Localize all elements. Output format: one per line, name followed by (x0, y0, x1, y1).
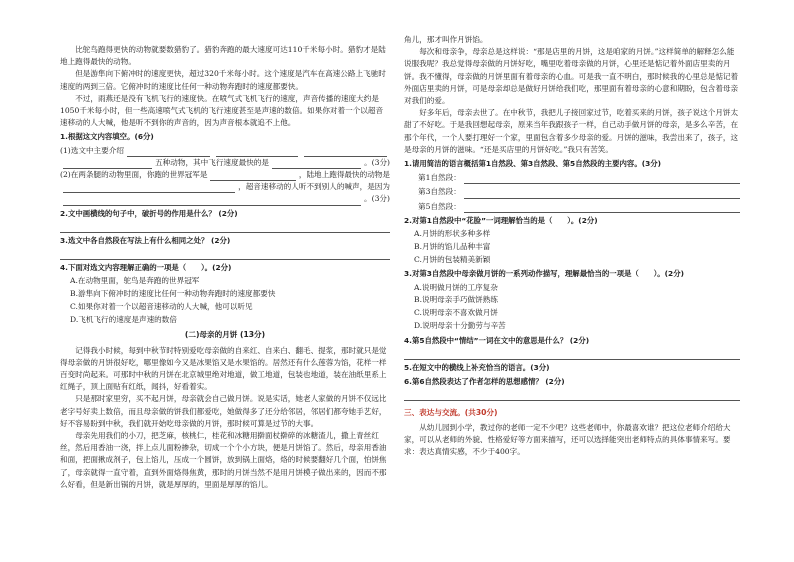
fill-row (60, 157, 390, 169)
section-title: 三、表达与交流。(共30分) (404, 408, 498, 418)
option-item[interactable]: B.说明母亲手巧做饼熟练 (414, 295, 498, 305)
score-text: 。(3分) (364, 157, 391, 167)
answer-row (418, 172, 740, 184)
question-title: 3.选文中各自然段在写法上有什么相同之处？ (2分) (60, 235, 231, 245)
answer-blank[interactable] (127, 147, 210, 157)
answer-blank[interactable] (63, 159, 152, 169)
answer-line[interactable] (404, 348, 740, 360)
answer-blank[interactable] (304, 147, 387, 157)
question-text: (2)在两条腿的动物里面，你跑的世界冠军是 (60, 170, 208, 180)
option-item[interactable]: A.说明做月饼的工序复杂 (414, 282, 498, 292)
question-text: ，陆地上跑得最快的动物是 (298, 170, 390, 180)
passage-paragraph: 只是那时家里穷，买不起月饼，母亲就会自己做月饼。说是实话，她老人家做的月饼不仅远比老字号好卖上数倍，而且母亲做的饼我们都爱吃，她做得多了还分给邻居，邻居们都夸她手艺好，好不容易盼到中秋，我们就开始吃母亲做的月饼，那时候可算是过节的大事。 (60, 394, 387, 428)
answer-blank[interactable] (464, 203, 740, 213)
question-title: 4.下面对选文内容理解正确的一项是（ ）。(2分) (60, 263, 232, 273)
passage-paragraph: 不过，雨燕还是没有飞机飞行的速度快。在喷气式飞机飞行的速度，声音传播的速度大约是1050千米每小时，但一些高速喷气式飞机的飞行速度甚至是声速的数倍。如果你对着一个以超音速移动的人大喊，他是听不到你的声音的，因为声音根本就追不上他。 (60, 93, 384, 128)
question-text: 五种动物，其中飞行速度最快的是 (155, 157, 269, 167)
writing-prompt: 从幼儿园到小学，教过你的老师一定不少吧？这些老师中，你最喜欢谁？把这位老师介绍给大家，可以从老师的外貌、性格爱好等方面来描写，还可以选择能突出老师特点的具体事情来写。要求：表达真情实感，不少于400字。 (404, 422, 731, 457)
question-title: 4.第5自然段中“情结”一词在文中的意思是什么？ (2分) (404, 335, 590, 345)
answer-blank[interactable] (216, 147, 299, 157)
question-title: 5.在短文中的横线上补充恰当的语言。(3分) (404, 363, 550, 373)
question-title: 2.对第1自然段中“花脸”一词理解恰当的是（ ）。(2分) (404, 215, 598, 225)
answer-line[interactable] (404, 389, 740, 401)
score-text: 。(3分) (364, 194, 390, 204)
passage-title: (二)母亲的月饼 (13分) (184, 330, 266, 340)
answer-label: 第3自然段： (418, 187, 461, 197)
passage-paragraph: 比鸵鸟跑得更快的动物就要数猎豹了。猎豹奔跑的最大速度可达110千米每小时。猎豹才是陆地上跑得最快的动物。 (60, 45, 386, 67)
passage-continuation: 角儿，那才叫作月饼馅。 (404, 35, 488, 44)
option-item[interactable]: C.说明母亲不喜欢做月饼 (414, 308, 498, 318)
answer-blank[interactable] (464, 174, 740, 184)
passage-paragraph: 记得我小时候，每到中秋节时特别爱吃母亲做的自来红、自来白、翻毛、提浆，那时就只是觉得母亲做的月饼很好吃，哪里像如今又是冰果馅又是水果馅的。居然还有什么莲蓉为馅，花样一样百变时尚起来。可那时中秋的月饼在北京城里绝对地道，做工地道，包装也地道，装在油纸里系上红绳子，顶上面贴有红纸，闻抖，好看着实。 (60, 345, 387, 392)
option-item[interactable]: D.说明母亲十分勤劳与辛苦 (414, 321, 506, 331)
option-item[interactable]: B.游隼向下俯冲时的速度比任何一种动物奔跑时的速度都要快 (70, 289, 276, 299)
question-title: 1.根据这文内容填空。(6分) (60, 132, 154, 142)
answer-row (418, 201, 740, 213)
option-item[interactable]: A.月饼的形状多种多样 (414, 229, 491, 239)
option-item[interactable]: C.月饼的包装精美新颖 (414, 254, 491, 264)
question-title: 2.文中画横线的句子中，破折号的作用是什么？ (2分) (60, 208, 238, 218)
answer-blank[interactable] (272, 159, 361, 169)
left-column (60, 44, 390, 491)
answer-blank[interactable] (63, 183, 235, 193)
answer-line[interactable] (60, 248, 390, 260)
option-item[interactable]: C.如果你对着一个以超音速移动的人大喊，他可以听见 (70, 301, 253, 311)
question-text: (1)选文中主要介绍 (60, 145, 124, 155)
answer-line[interactable] (60, 221, 390, 233)
answer-label: 第1自然段： (418, 173, 461, 183)
option-item[interactable]: B.月饼的馅儿品种丰富 (414, 241, 491, 251)
answer-blank[interactable] (210, 171, 295, 181)
fill-row (60, 193, 390, 205)
fill-row (60, 169, 390, 181)
question-title: 3.对第3自然段中母亲做月饼的一系列动作描写，理解最恰当的一项是（ ）。(2分) (404, 269, 684, 279)
question-text: ，超音速移动的人听不到别人的喊声，是因为 (238, 182, 390, 192)
question-title: 6.第6自然段表达了作者怎样的思想感情？ (2分) (404, 377, 565, 387)
option-item[interactable]: D.飞机飞行的速度是声速的数倍 (70, 314, 177, 324)
passage-paragraph: 母亲先用我们的小刀，把芝麻，核桃仁，桂花和冰糖用擀面杖擀碎的冰糖渣儿，撒上青丝红丝，然后用香油一浇，拌上点儿面粉掺杂，切成一个个小方块，便是月饼馅了。然后，母亲用香油和面，把面揪成剂子，包上馅儿，压成一个圆饼，放到锅上面烙，烙的时候要翻好几个面，怕饼焦了，母亲就得一直守着，直到外面烙得焦黄，那时的月饼当然不是用月饼模子做出来的，因而不那么好看，但是新出锅的月饼，就是厚厚的，里面是厚厚的馅儿。 (60, 431, 387, 489)
right-column (404, 34, 740, 458)
passage-paragraph: 但是游隼向下俯冲时的速度更快，超过320千米每小时。这个速度是汽车在高速公路上飞驰时速度的两到三倍。它俯冲时的速度比任何一种动物奔跑时的速度都要快。 (60, 69, 386, 91)
passage-paragraph: 每次和母亲争，母亲总是这样说：“那是店里的月饼，这是咱家的月饼。”这样简单的解释怎么能说服我呢？我总觉得母亲做的月饼好吃，嘴里吃着母亲做的月饼，心里还是惦记着外面店里卖的月饼。我不懂得，母亲做的月饼里面有着母亲的心血。可是我一直不明白，那时候我的心里总是惦记着外面店里卖的月饼，可是母亲却总是做好月饼给我们吃，那里面有着母亲的心意和期盼，包含着母亲对我们的爱。 (404, 47, 739, 106)
answer-row (418, 186, 740, 198)
question-title: 1.请用简洁的语言概括第1自然段、第3自然段、第5自然段的主要内容。(3分) (404, 159, 661, 169)
answer-blank[interactable] (464, 189, 740, 199)
option-item[interactable]: A.在动物里面，鸵鸟是奔跑的世界冠军 (70, 276, 200, 286)
answer-label: 第5自然段： (418, 201, 461, 211)
fill-row (60, 181, 390, 193)
fill-row (60, 145, 390, 157)
passage-paragraph: 好多年后，母亲去世了。在中秋节，我把儿子接回家过节，吃着买来的月饼，孩子说这个月饼太甜了不好吃。于是我回想起母亲，原来当年我跟孩子一样，自己动手做月饼的母亲，是多么辛苦，在那个年代，一个人要打理好一个家，里面包含着多少母亲的爱。月饼的滋味，我尝出来了，孩子，这是母亲的月饼的滋味。“还是买店里的月饼好吃。”我只有苦笑。 (404, 108, 739, 154)
answer-blank[interactable] (63, 196, 361, 206)
